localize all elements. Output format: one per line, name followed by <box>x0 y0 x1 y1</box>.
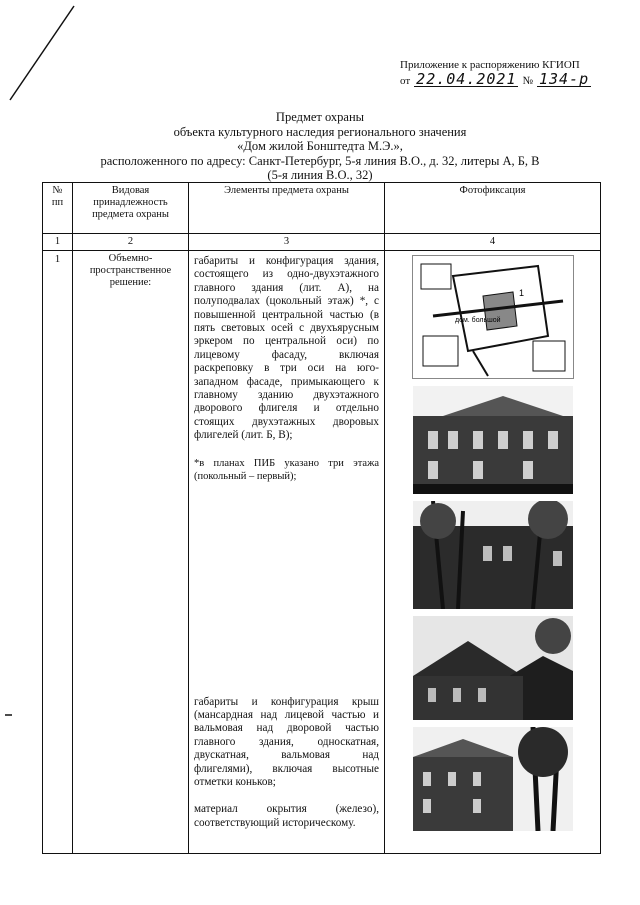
courtyard-photo <box>413 501 573 609</box>
row-number: 1 <box>43 251 73 854</box>
roofs-photo <box>413 616 573 720</box>
order-reference-title: Приложение к распоряжению КГИОП <box>400 59 580 71</box>
plan-label-house: дом. большой <box>454 317 501 324</box>
col-number-3: 3 <box>189 234 385 251</box>
table-row <box>43 251 601 854</box>
scan-artifact-line <box>0 0 80 110</box>
element-volume: габариты и конфигурация здания, состоящего из одно-двухэтажного главного здания (лит. А), на полуподвалах (цокольный этаж) *, с повышенной центральной частью (в пять световых осей с двухъярусным эркером по центральной оси) по лицевому фасаду, включая раскреповку в три оси на юго-западном фасаде, примыкающего к главному зданию двухэтажного дворового флигеля и отдельно стоящих двухэтажных дворовых флигелей (лит. Б, В); <box>194 255 379 442</box>
table-header-row <box>43 183 601 234</box>
margin-mark <box>4 712 14 718</box>
garden-photo <box>413 727 573 831</box>
col-number-4: 4 <box>385 234 601 251</box>
row-type: Объемно-пространственное решение: <box>73 251 189 854</box>
facade-photo <box>413 386 573 494</box>
header-num: № пп <box>43 183 73 234</box>
title-line-2: объекта культурного наследия регионального значения <box>173 124 467 139</box>
header-elements: Элементы предмета охраны <box>189 183 385 234</box>
header-photo: Фотофиксация <box>385 183 601 234</box>
site-plan-image <box>412 255 574 379</box>
title-line-4: расположенного по адресу: Санкт-Петербург, 5-я линия В.О., д. 32, литеры А, Б, В <box>100 153 540 168</box>
plan-label-lit-a: 1 <box>518 288 524 298</box>
date-prefix: от <box>400 75 411 87</box>
order-reference-date-line <box>400 72 605 88</box>
column-number-row <box>43 234 601 251</box>
number-prefix: № <box>522 75 533 87</box>
row-photos <box>385 251 601 854</box>
element-material: материал окрытия (железо), соответствующий историческому. <box>194 803 379 829</box>
title-line-3: «Дом жилой Бонштедта М.Э.», <box>237 139 403 153</box>
row-elements <box>189 251 385 854</box>
header-type: Видовая принадлежность предмета охраны <box>73 183 189 234</box>
order-number: 134-р <box>538 70 590 88</box>
title-line-5: (5-я линия В.О., 32) <box>267 168 373 182</box>
title-line-1: Предмет охраны <box>275 110 365 124</box>
order-date: 22.04.2021 <box>416 70 517 88</box>
col-number-2: 2 <box>73 234 189 251</box>
order-reference <box>400 58 605 88</box>
col-number-1: 1 <box>43 234 73 251</box>
element-footnote: *в планах ПИБ указано три этажа (покольный – первый); <box>194 457 379 483</box>
protection-subject-table <box>42 182 601 854</box>
document-title <box>60 110 580 183</box>
element-roofs: габариты и конфигурация крыш (мансардная над лицевой частью и вальмовая над дворовой частью главного здания, односкатная, двускатная, вальмовая над флигелями), включая высотные отметки коньков; <box>194 695 379 788</box>
